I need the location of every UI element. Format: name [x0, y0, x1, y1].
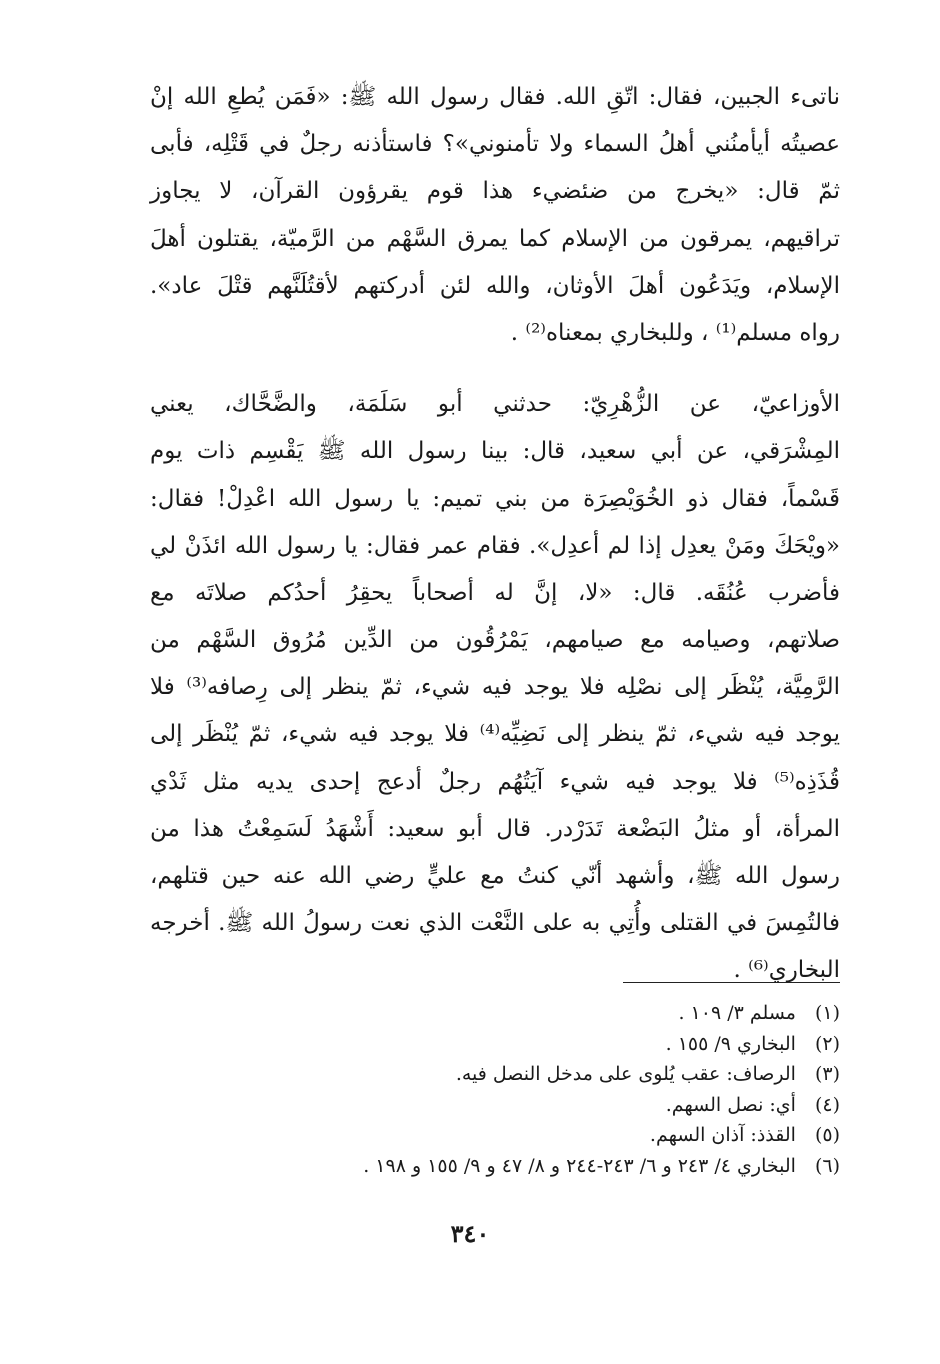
paragraph-1 [150, 74, 840, 357]
text-line: الإسلام، ويَدَعُون أهلَ الأوثان، والله لئن أدركتهم لأقتُلَنَّهم قتْلَ عاد». [150, 272, 840, 299]
footnote-number: (١) [814, 1002, 840, 1024]
footnote-text: البخاري ٤/ ٢٤٣ و ٦/ ٢٤٣-٢٤٤ و ٨/ ٤٧ و ٩/ ١٥٥ و ١٩٨ . [363, 1154, 796, 1177]
footnote-item [150, 1090, 840, 1121]
text-line: قَسْماً، فقال ذو الخُوَيْصِرَة من بني تميم: يا رسول الله اعْدِلْ! فقال: [150, 485, 840, 512]
footnote-item [150, 1120, 840, 1151]
footnote-item [150, 1029, 840, 1060]
footnote-text: القذذ: آذان السهم. [649, 1124, 796, 1146]
paragraph-gap [150, 357, 840, 381]
text-line: المرأة، أو مثلُ البَضْعة تَدَرْدر. قال أبو سعيد: أَشْهَدُ لَسَمِعْتُ هذا من [150, 815, 840, 842]
text-line: البخاري⁽⁶⁾ . [733, 957, 840, 984]
text-line: عصيتُه أيأمنُني أهلُ السماء ولا تأمنوني»؟ فاستأذنه رجلٌ في قَتْلِه، فأبى [150, 131, 840, 158]
text-line: فأضرب عُنُقَه. قال: «لا، إنَّ له أصحاباً يحقِرُ أحدُكم صلاتَه مع [150, 579, 840, 606]
text-line: الرَّمِيَّة، يُنْظَر إلى نصْلِه فلا يوجد فيه شيء، ثمّ ينظر إلى رِصافه⁽³⁾ فلا [150, 674, 840, 701]
footnote-number: (٤) [814, 1093, 840, 1116]
text-line: تراقيهم، يمرقون من الإسلام كما يمرق السَّهْم من الرَّميّة، يقتلون أهلَ [150, 225, 840, 252]
paragraph-2 [150, 381, 840, 994]
text-line: قُذَذِه⁽⁵⁾ فلا يوجد فيه شيء آيَتُهُم رجلٌ أدعج إحدى يديه مثل ثَدْي [150, 768, 840, 795]
footnote-text: البخاري ٩/ ١٥٥ . [665, 1032, 796, 1055]
text-line: ثمّ قال: «يخرج من ضئضيء هذا قوم يقرؤون القرآن، لا يجاوز [150, 178, 840, 205]
footnote-text: الرصاف: عقب يُلوى على مدخل النصل فيه. [455, 1063, 796, 1085]
text-line: ناتىء الجبين، فقال: اتّقِ الله. فقال رسول الله ﷺ: «فَمَن يُطعِ الله إنْ [150, 84, 840, 110]
footnote-number: (٢) [814, 1032, 840, 1055]
footnotes [150, 998, 840, 1181]
footnote-number: (٦) [814, 1154, 840, 1177]
page-number: ٣٤٠ [450, 1219, 490, 1248]
footnote-number: (٥) [814, 1124, 840, 1146]
footnote-item [150, 1059, 840, 1090]
text-line: رواه مسلم⁽¹⁾ ، وللبخاري بمعناه⁽²⁾ . [510, 319, 840, 346]
footnote-item [150, 998, 840, 1029]
footnote-text: مسلم ٣/ ١٠٩ . [678, 1002, 796, 1024]
text-line: الأوزاعيّ، عن الزُّهْرِيّ: حدثني أبو سَلَمَة، والضَّحَّاك، يعني [150, 391, 840, 418]
footnote-item [150, 1151, 840, 1182]
footnote-text: أي: نصل السهم. [665, 1093, 796, 1116]
footnote-separator [623, 982, 840, 983]
text-line: فالتُمِسَ في القتلى وأُتِي به على النَّعْت الذي نعت رسولُ الله ﷺ. أخرجه [150, 910, 840, 937]
footnote-number: (٣) [814, 1063, 840, 1085]
text-line: المِشْرَقي، عن أبي سعيد، قال: بينا رسول الله ﷺ يَقْسِم ذات يوم [150, 438, 840, 465]
text-line: يوجد فيه شيء، ثمّ ينظر إلى نَضِيِّه⁽⁴⁾ فلا يوجد فيه شيء، ثمّ يُنْظَر إلى [150, 721, 840, 748]
main-text [150, 74, 840, 995]
text-line: «ويْحَكَ ومَنْ يعدِل إذا لم أعدِل». فقام عمر فقال: يا رسول الله ائذَنْ لي [150, 532, 840, 559]
text-line: صلاتهم، وصيامه مع صيامهم، يَمْرُقُون من الدِّين مُرُوق السَّهْم من [150, 627, 840, 654]
text-line: رسول الله ﷺ، وأشهد أنّي كنتُ مع عليٍّ رضي الله عنه حين قتلهم، [150, 863, 840, 889]
